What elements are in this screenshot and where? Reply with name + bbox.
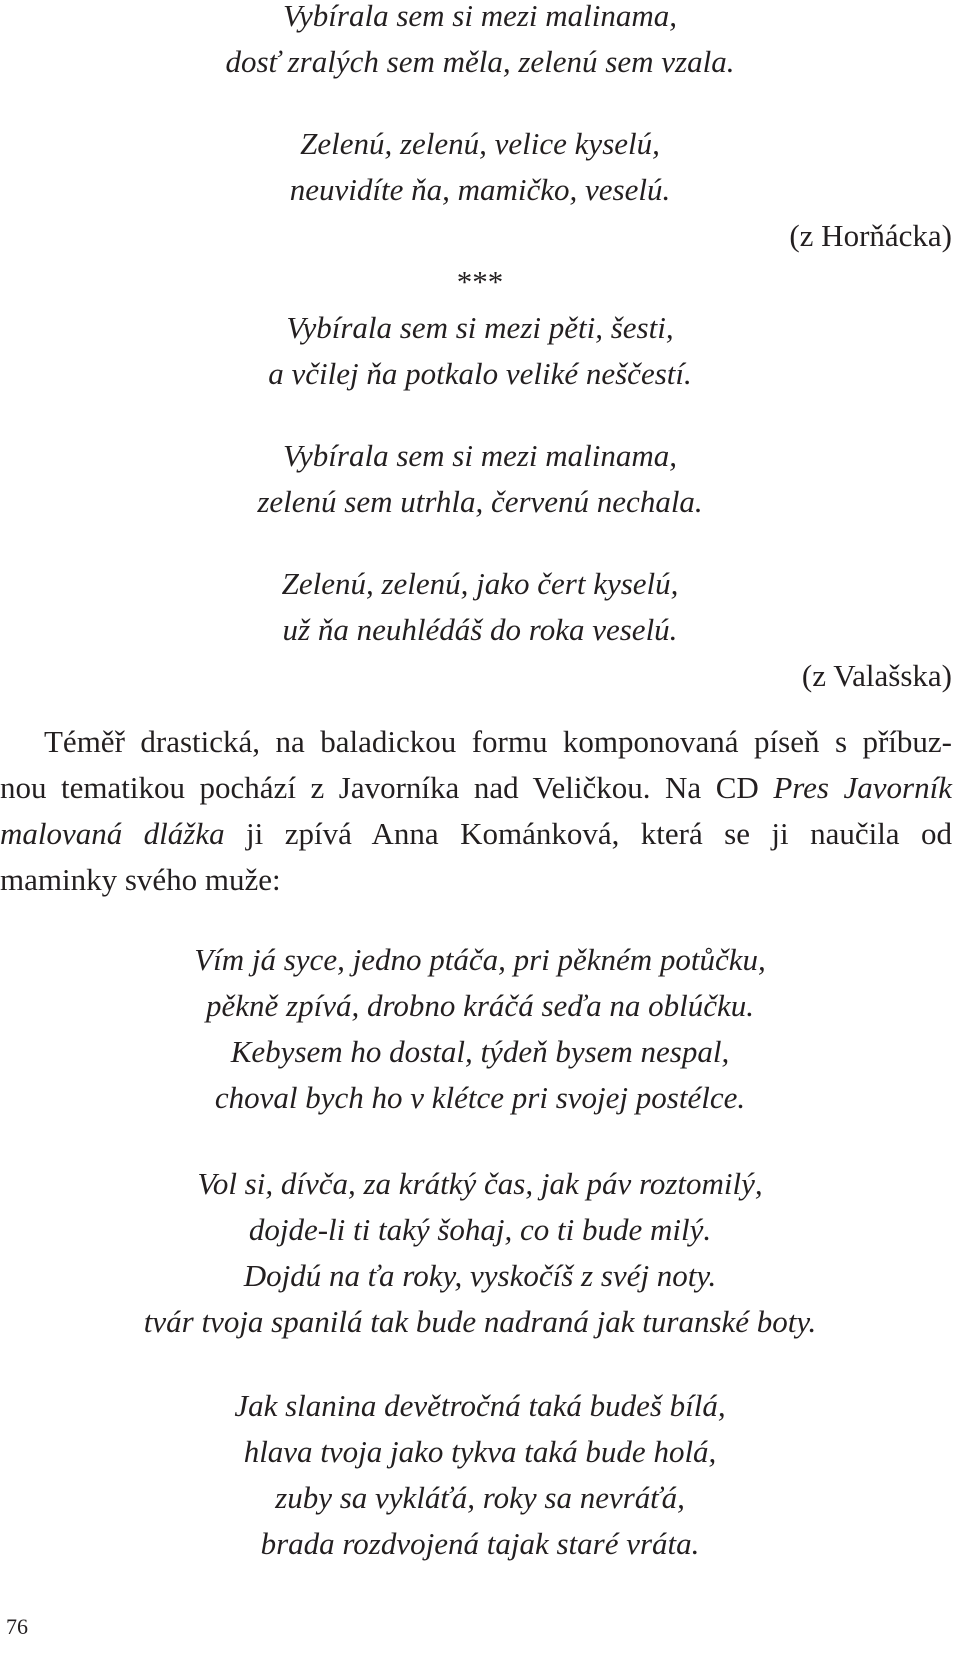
song-stanza2-line-4: tvár tvoja spanilá tak bude nadraná jak turanské boty.: [143, 1304, 817, 1339]
poem2-line-2: a včilej ňa potkalo veliké neščestí.: [268, 356, 692, 391]
song-stanza1-line-2: pěkně zpívá, drobno kráčá seďa na oblúčku.: [205, 988, 755, 1023]
poem1-source: (z Horňácka): [789, 218, 952, 253]
section-separator: ***: [456, 264, 504, 299]
poem2-line-5: Zelenú, zelenú, jako čert kyselú,: [281, 566, 679, 601]
poem2-line-6: už ňa neuhlédáš do roka veselú.: [282, 612, 678, 647]
song-stanza1-line-1: Vím já syce, jedno ptáča, pri pěkném potůčku,: [194, 942, 766, 977]
song-stanza2-line-1: Vol si, dívča, za krátký čas, jak páv roztomilý,: [197, 1166, 763, 1201]
poem2-line-4: zelenú sem utrhla, červenú nechala.: [257, 484, 703, 519]
song-stanza1-line-3: Kebysem ho dostal, týdeň bysem nespal,: [230, 1034, 730, 1069]
song-stanza3-line-4: brada rozdvojená tajak staré vráta.: [260, 1526, 700, 1561]
paragraph-line-2: [0, 768, 952, 808]
poem2-source: (z Valašska): [801, 658, 952, 693]
poem1-line-4: neuvidíte ňa, mamičko, veselú.: [289, 172, 671, 207]
paragraph-text: nou tematikou pochází z Javorníka nad Veličkou. Na CD: [0, 770, 774, 805]
paragraph-line-1: Téměř drastická, na baladickou formu komponovaná píseň s příbuz-: [44, 724, 952, 759]
paragraph-line-4: maminky svého muže:: [0, 862, 281, 897]
song-stanza2-line-2: dojde-li ti taký šohaj, co ti bude milý.: [248, 1212, 712, 1247]
poem2-line-1: Vybírala sem si mezi pěti, šesti,: [286, 310, 674, 345]
poem2-line-3: Vybírala sem si mezi malinama,: [282, 438, 678, 473]
poem1-line-2: dosť zralých sem měla, zelenú sem vzala.: [225, 44, 735, 79]
poem1-line-3: Zelenú, zelenú, velice kyselú,: [300, 126, 660, 161]
song-stanza1-line-4: choval bych ho v klétce pri svojej postélce.: [214, 1080, 746, 1115]
cd-title-part-1: Pres Javorník: [773, 770, 952, 805]
song-stanza2-line-3: Dojdú na ťa roky, vyskočíš z svéj noty.: [243, 1258, 717, 1293]
paragraph-text: ji zpívá Anna Kománková, která se ji naučila od: [224, 816, 952, 851]
page-number: 76: [6, 1614, 28, 1639]
song-stanza3-line-2: hlava tvoja jako tykva taká bude holá,: [243, 1434, 717, 1469]
poem1-line-1: Vybírala sem si mezi malinama,: [282, 0, 678, 33]
song-stanza3-line-3: zuby sa vykláťá, roky sa nevráťá,: [275, 1480, 685, 1515]
cd-title-part-2: malovaná dlážka: [0, 816, 225, 851]
paragraph-line-3: [0, 814, 952, 854]
song-stanza3-line-1: Jak slanina devětročná taká budeš bílá,: [234, 1388, 726, 1423]
